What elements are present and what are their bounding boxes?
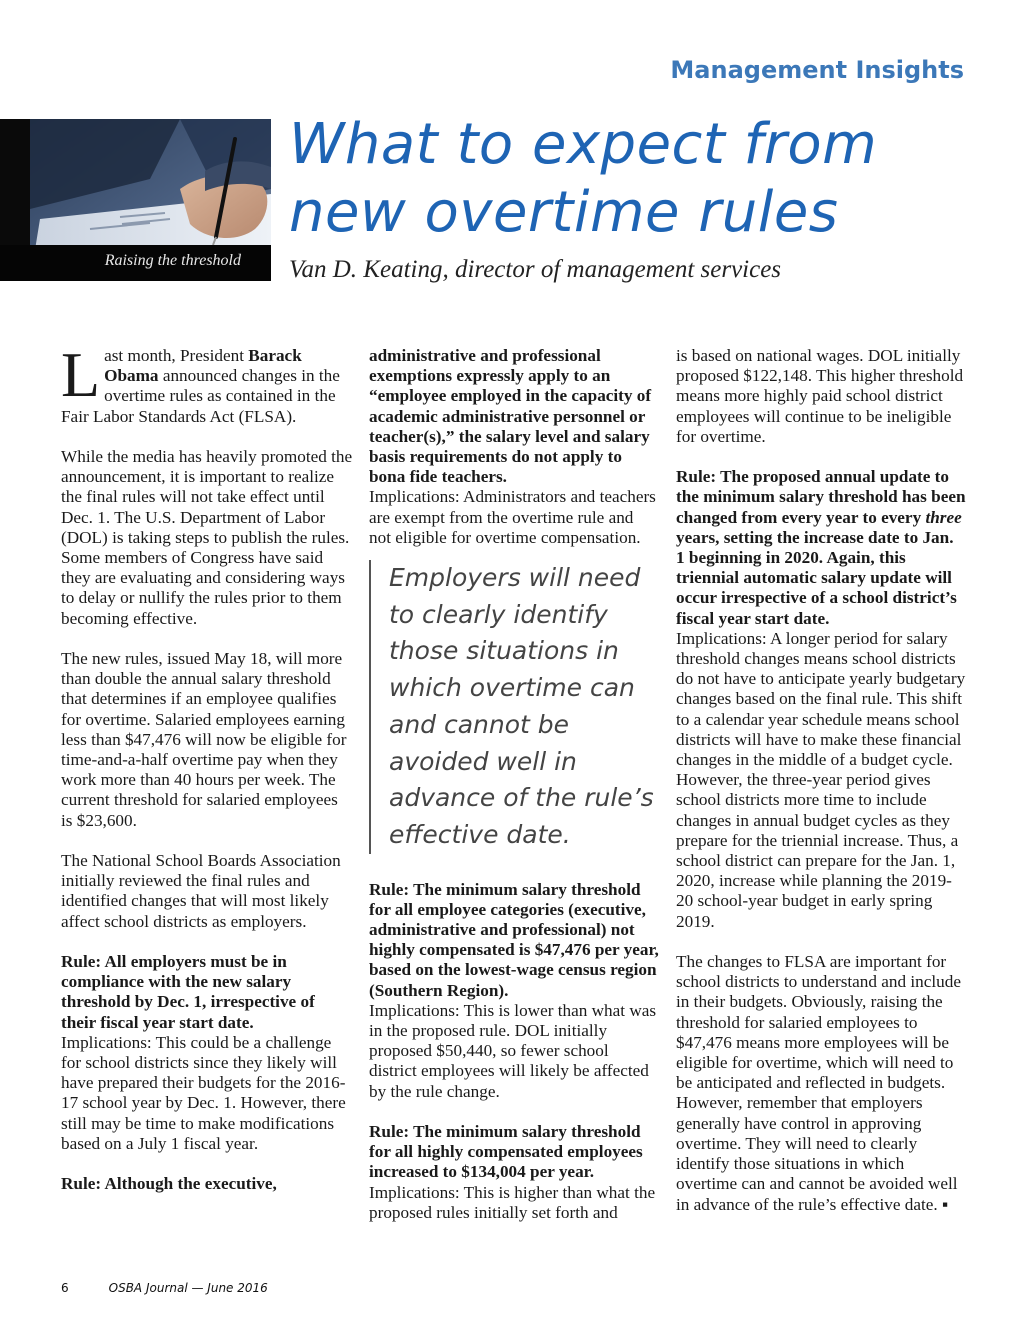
byline: Van D. Keating, director of management services — [289, 256, 782, 283]
implication-3: Implications: This is lower than what was in the proposed rule. DOL initially proposed $50,440, so fewer school district employees will likely be affected by the rule change. — [369, 1000, 657, 1101]
title-line-2: new overtime rules — [289, 180, 839, 245]
rule-1: Rule: All employers must be in compliance with the new salary threshold by Dec. 1, irrespective of their fiscal year start date. — [61, 952, 315, 1032]
article-title — [289, 111, 877, 247]
intro-name: Barack Obama — [104, 346, 302, 386]
article-photo — [0, 119, 271, 281]
paragraph-4: The National School Boards Association initially reviewed the final rules and identified changes that will most likely affect school districts as employers. — [61, 851, 341, 931]
rule-4: Rule: The minimum salary threshold for all highly compensated employees increased to $134,004 per year. — [369, 1122, 643, 1182]
paragraph-3: The new rules, issued May 18, will more than double the annual salary threshold that determines if an employee qualifies for overtime. Salaried employees earning less than $47,476 will now be eligible for time-and-a-half overtime pay when they work more than 40 hours per week. The current threshold for salaried employees is $23,600. — [61, 649, 347, 830]
implication-2: Implications: Administrators and teachers are exempt from the overtime rule and not eligible for overtime compensation. — [369, 487, 656, 547]
photo-caption: Raising the threshold — [104, 252, 241, 269]
implication-5: Implications: A longer period for salary threshold changes means school districts do not have to anticipate yearly budgetary changes based on the final rule. This shift to a calendar year schedule means school districts will have to make these financial changes in the middle of a budget cycle. However, the three-year period gives school districts more time to include changes in annual budget cycles as they prepare for the triennial increase. Thus, a school district can prepare for the Jan. 1, 2020, increase while planning the 2019-20 school-year budget in early spring 2019. — [676, 628, 966, 931]
end-mark-icon: ▪ — [941, 1194, 949, 1214]
intro-text-b: announced changes in the overtime rules as contained in the Fair Labor Standards Act (FLSA). — [61, 366, 340, 426]
paragraph-intro — [61, 339, 353, 427]
page-number: 6 — [61, 1281, 69, 1295]
page-footer — [61, 1281, 268, 1295]
closing-paragraph: The changes to FLSA are important for school districts to understand and include in their budgets. Obviously, raising the threshold for salaried employees to $47,476 means more employees will be eligible for overtime, which will need to be anticipated and reflected in budgets. However, remember that employers generally have control in approving overtime. They will need to clearly identify those situations in which overtime can and cannot be avoided well in advance of the rule’s effective date. ▪ — [676, 952, 961, 1214]
photo-caption-bar — [0, 245, 271, 281]
column-1 — [61, 339, 353, 1194]
paragraph-2: While the media has heavily promoted the announcement, it is important to realize the final rules will not take effect until Dec. 1. The U.S. Department of Labor (DOL) is taking steps to publish the rules. Some members of Congress have said they are evaluating and considering ways to delay or nullify the rules prior to them becoming effective. — [61, 447, 353, 628]
rule-3: Rule: The minimum salary threshold for all employee categories (executive, administrative and professional) not highly compensated is $47,476 per year, based on the lowest-wage census region (Southern Region). — [369, 879, 659, 1000]
intro-text-a: ast month, President — [104, 346, 249, 365]
implication-4: Implications: This is higher than what the proposed rules initially set forth and — [369, 1182, 656, 1222]
rule-2-start: Rule: Although the executive, — [61, 1174, 277, 1194]
rule-2-continued: administrative and professional exemptions expressly apply to an “employee employed in the capacity of academic administrative personnel or teacher(s),” the salary level and salary basis requirements do not apply to bona fide teachers. — [369, 346, 652, 487]
rule-5: Rule: The proposed annual update to the minimum salary threshold has been changed from every year to every three years, setting the increase date to Jan. 1 beginning in 2020. Again, this triennial automatic salary update will occur irrespective of a school district’s fiscal year start date. — [676, 467, 966, 628]
implication-1: Implications: This could be a challenge for school districts since they likely will have prepared their budgets for the 2016-17 school year by Dec. 1. However, there still may be time to make modifications based on a July 1 fiscal year. — [61, 1032, 346, 1153]
column-3 — [676, 346, 966, 1235]
drop-cap: L — [61, 339, 101, 410]
column-2 — [369, 346, 659, 1223]
title-line-1: What to expect from — [289, 112, 878, 177]
section-label: Management Insights — [670, 56, 964, 84]
publication-info: OSBA Journal — June 2016 — [108, 1281, 268, 1295]
pull-quote: Employers will need to clearly identify those situations in which overtime can and cannot be avoided well in advance of the rule’s effective date. — [369, 560, 659, 854]
implication-4-continued: is based on national wages. DOL initially proposed $122,148. This higher threshold means more highly paid school district employees will continue to be ineligible for overtime. — [676, 346, 964, 446]
